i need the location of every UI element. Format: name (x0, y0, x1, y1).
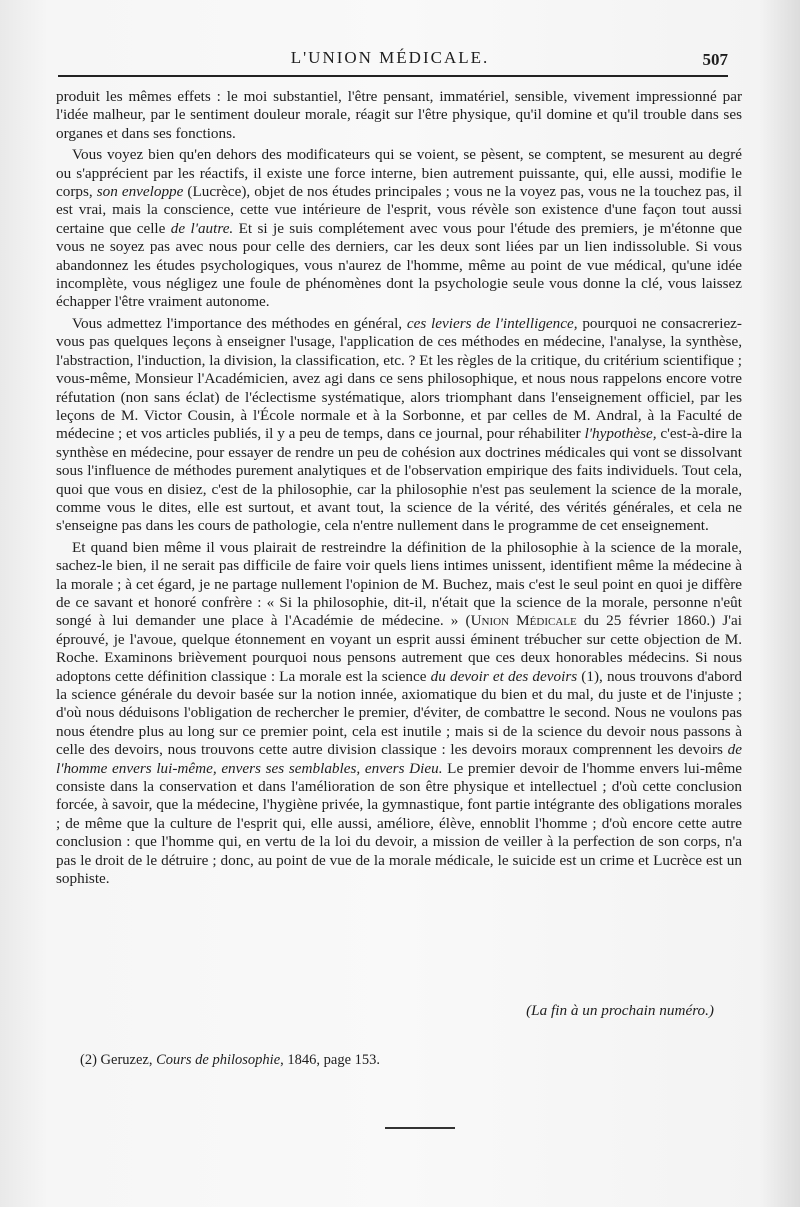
paragraph (56, 315, 742, 536)
text-run: pourquoi ne consacreriez-vous pas quelques leçons à enseigner l'usage, l'application de ces méthodes en médecine, l'analyse, la synthèse, l'abstraction, l'induction, la division, la classification, etc. ? Et les règles de la critique, du critérium scientifique ; vous-même, Monsieur l'Académicien, avez agi dans ce sens philosophique, et nous nous rappelons encore votre réfutation (non sans éclat) de l'éclectisme systématique, alors triomphant dans l'enseignement officiel, par les leçons de M. Victor Cousin, à l'École normale et à la Sorbonne, et par celles de M. Andral, à la Faculté de médecine ; et vos articles publiés, il y a peu de temps, dans ce journal, pour réhabiliter (56, 314, 742, 443)
italic-text: de l'autre. (170, 219, 234, 237)
text-run: Vous admettez l'importance des méthodes en général, (72, 314, 407, 332)
footnote-work-title: Cours de philosophie (156, 1052, 281, 1068)
text-run: c'est-à-dire la synthèse en médecine, pour essayer de rendre un peu de cohésion aux doctrines médicales qui vont se dissolvant sous l'influence de méthodes purement analytiques et de l'observation empirique des faits individuels. Tout cela, quoi que vous en disiez, c'est de la philosophie, car la philosophie n'est pas seulement la science de la morale, comme vous le dites, elle est surtout, et avant tout, la science de la vérité, des vérités générales, et cela ne s'enseigne pas dans les cours de pathologie, cela n'entre nullement dans le programme de cet enseignement. (56, 425, 742, 535)
text-run: Vous voyez bien qu'en dehors des modificateurs qui se voient, se pèsent, se comptent, se mesurent au degré ou s'apprécient par les réactifs, il existe une force interne, bien autrement puissante, qui, elle aussi, modifie le corps, (56, 146, 742, 201)
text-run: Et quand bien même il vous plairait de restreindre la définition de la philosophie à la science de la morale, sachez-le bien, il ne serait pas difficile de faire voir quels liens intimes unissent, identifient même la médecine à la morale ; à cet égard, je ne partage nullement l'opinion de M. Buchez, mais c'est le seul point en quoi je diffère de ce savant et honoré confrère : « Si la philosophie, dit-il, n'était que la science de la morale, personne n'eût songé à lui demander une place à l'Académie de médecine. » ( (56, 538, 742, 630)
continuation-note: (La fin à un prochain numéro.) (526, 1002, 714, 1019)
paragraph (56, 88, 742, 143)
text-run: du 25 février 1860.) J'ai éprouvé, je l'avoue, quelque étonnement en voyant un esprit aussi éminent trébucher sur cette objection de M. Roche. Examinons brièvement pourquoi nous pensons autrement que ces deux honorables médecins. Si nous adoptons cette définition classique : La morale est la science (56, 612, 742, 685)
running-title: L'UNION MÉDICALE. (290, 48, 490, 67)
running-head (0, 46, 800, 76)
section-end-rule (385, 1127, 455, 1129)
italic-text: ces leviers de l'intelligence, (406, 314, 578, 332)
text-run: Le premier devoir de l'homme envers lui-même consiste dans la conservation et dans l'amélioration de son être physique et intellectuel ; d'où cette conclusion forcée, à savoir, que la médecine, l'hygiène privée, la gymnastique, font partie intégrante des obligations morales ; de même que la culture de l'esprit qui, elle aussi, améliore, élève, ennoblit l'homme ; d'où encore cette autre conclusion : que l'homme qui, en vertu de la loi du devoir, a mission de veiller à la perfection de son corps, n'a pas le droit de le détruire ; donc, au point de vue de la morale médicale, le suicide est un crime et Lucrèce est un sophiste. (56, 759, 742, 888)
header-rule (58, 75, 728, 77)
italic-text: du devoir et des devoirs (430, 667, 578, 685)
small-caps-text: Union Médicale (470, 612, 577, 630)
text-run: (1), nous trouvons d'abord la science générale du devoir basée sur la notion innée, axiomatique du bien et du mal, du juste et de l'injuste ; d'où nous déduisons l'obligation de rechercher le premier, d'éviter, de combattre le second. Nous ne voulons pas nous étendre plus au long sur ce premier point, cela est inutile ; mais si de la science du devoir nous passons à celle des devoirs, nous trouvons cette autre division classique : les devoirs moraux comprennent les devoirs (56, 667, 742, 759)
text-run: produit les mêmes effets : le moi substantiel, l'être pensant, immatériel, sensible, vivement impressionné par l'idée malheur, par le sentiment douleur morale, réagit sur l'être physique, qu'il domine et qu'il trouble dans ses organes et dans ses fonctions. (56, 88, 742, 142)
paragraph (56, 146, 742, 312)
footnote-prefix: (2) Geruzez, (80, 1052, 157, 1068)
footnote-suffix: , 1846, page 153. (280, 1052, 381, 1068)
italic-text: son enveloppe (96, 183, 184, 201)
page-number: 507 (702, 50, 728, 69)
italic-text: l'hypothèse, (584, 425, 657, 443)
text-run: (Lucrèce), objet de nos études principales ; vous ne la voyez pas, vous ne la touchez pas, il est vrai, mais la conscience, cette vue intérieure de l'esprit, vous révèle son existence d'une façon tout aussi certaine que celle (56, 183, 742, 237)
italic-text: de l'homme envers lui-même, envers ses semblables, envers Dieu. (56, 741, 742, 777)
footnote (80, 1052, 720, 1069)
text-run: Et si je suis complétement avec vous pour l'étude des premiers, je m'étonne que vous ne soyez pas avec nous pour celle des derniers, car les deux sont liées par un lien indissoluble. Si vous abandonnez les études psychologiques, vous n'aurez de l'homme, même au point de vue médical, qu'une idée incomplète, vous négligez une foule de phénomènes dont la psychologie seule vous donne la clé, vous laissez échapper l'être vraiment autonome. (56, 219, 742, 311)
article-body (56, 88, 742, 888)
paragraph (56, 539, 742, 889)
